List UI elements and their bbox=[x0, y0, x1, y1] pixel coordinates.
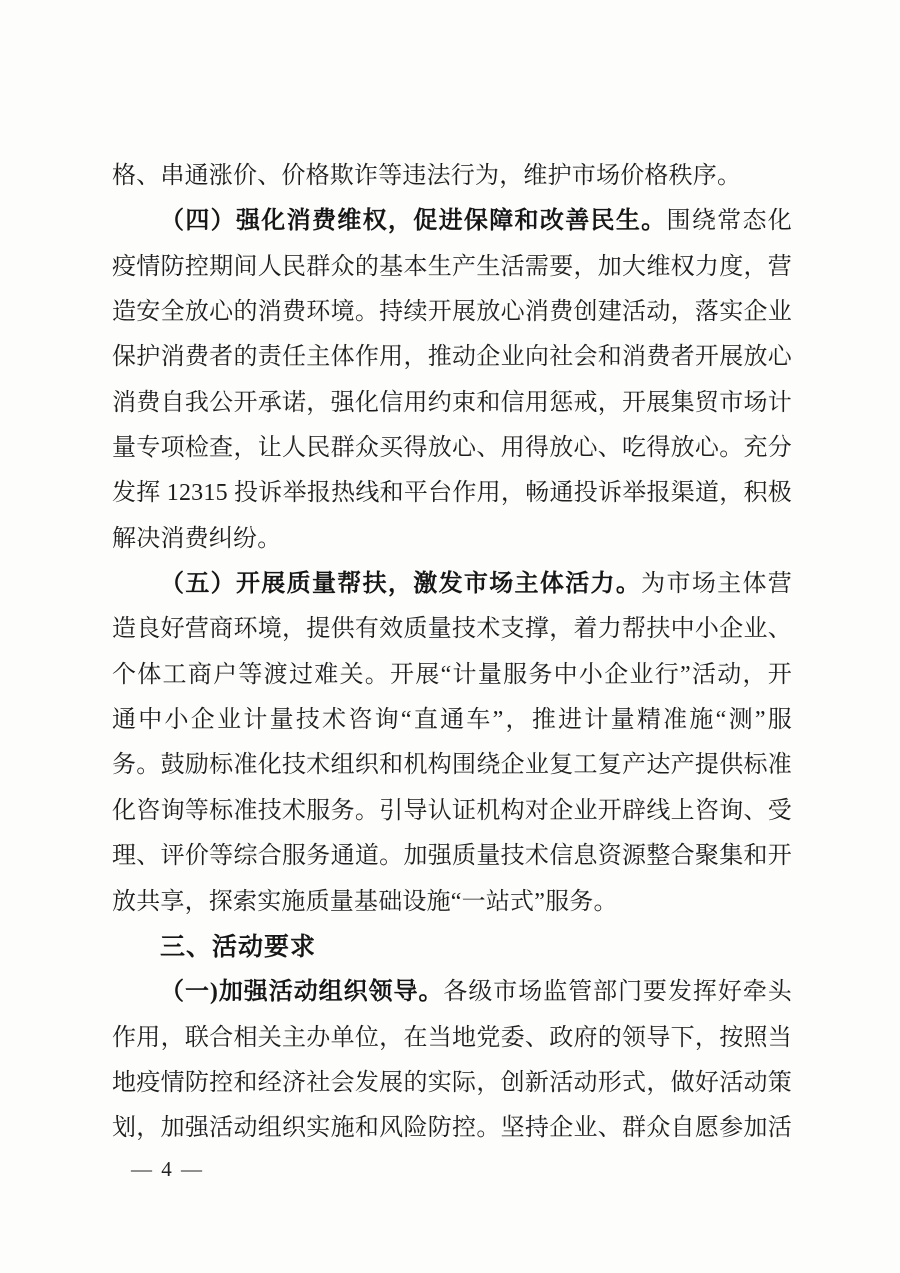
text-run: 造安全放心的消费环境。持续开展放心消费创建活动，落实企业 bbox=[112, 299, 792, 326]
text-line bbox=[112, 335, 792, 380]
page-number: — 4 — bbox=[131, 1157, 204, 1181]
text-run: 个体工商户等渡过难关。开展“计量服务中小企业行”活动，开 bbox=[112, 661, 792, 688]
text-run: 务。鼓励标准化技术组织和机构围绕企业复工复产达产提供标准 bbox=[112, 752, 792, 779]
text-line bbox=[112, 290, 792, 335]
text-line bbox=[112, 154, 792, 199]
text-line bbox=[112, 426, 792, 471]
text-line bbox=[112, 381, 792, 426]
text-line bbox=[112, 199, 792, 244]
text-run: 为市场主体营 bbox=[641, 571, 792, 598]
text-run: 围绕常态化 bbox=[666, 208, 792, 235]
text-line bbox=[112, 743, 792, 788]
section-heading bbox=[112, 925, 792, 970]
text-line bbox=[112, 834, 792, 879]
text-run: 量专项检查，让人民群众买得放心、用得放心、吃得放心。充分 bbox=[112, 435, 792, 462]
bold-text-run: （一)加强活动组织领导。 bbox=[160, 979, 444, 1006]
text-run: 解决消费纠纷。 bbox=[112, 525, 282, 552]
text-run: 通中小企业计量技术咨询“直通车”，推进计量精准施“测”服 bbox=[112, 707, 792, 734]
text-line bbox=[112, 789, 792, 834]
text-line bbox=[112, 1106, 792, 1151]
text-run: 地疫情防控和经济社会发展的实际，创新活动形式，做好活动策 bbox=[112, 1069, 792, 1096]
text-run: 造良好营商环境，提供有效质量技术支撑，着力帮扶中小企业、 bbox=[112, 616, 792, 643]
bold-text-run: （四）强化消费维权，促进保障和改善民生。 bbox=[160, 208, 667, 235]
text-line bbox=[112, 1016, 792, 1061]
text-run: 疫情防控期间人民群众的基本生产生活需要，加大维权力度，营 bbox=[112, 253, 792, 280]
text-run: 作用，联合相关主办单位，在当地党委、政府的领导下，按照当 bbox=[112, 1024, 792, 1051]
bold-text-run: （五）开展质量帮扶，激发市场主体活力。 bbox=[160, 571, 642, 598]
text-line bbox=[112, 653, 792, 698]
text-run: 划，加强活动组织实施和风险防控。坚持企业、群众自愿参加活 bbox=[112, 1115, 792, 1142]
text-run: 保护消费者的责任主体作用，推动企业向社会和消费者开展放心 bbox=[112, 344, 792, 371]
text-line bbox=[112, 517, 792, 562]
text-run: 格、串通涨价、价格欺诈等违法行为，维护市场价格秩序。 bbox=[112, 163, 742, 189]
text-run: 发挥 12315 投诉举报热线和平台作用，畅通投诉举报渠道，积极 bbox=[112, 480, 792, 507]
text-line bbox=[112, 471, 792, 516]
text-run: 放共享，探索实施质量基础设施“一站式”服务。 bbox=[112, 888, 618, 915]
bold-text-run: 三、活动要求 bbox=[160, 932, 317, 961]
text-line bbox=[112, 607, 792, 652]
text-line bbox=[112, 698, 792, 743]
text-line bbox=[112, 1061, 792, 1106]
text-line bbox=[112, 562, 792, 607]
text-line bbox=[112, 245, 792, 290]
text-run: 各级市场监管部门要发挥好牵头 bbox=[443, 979, 792, 1006]
text-run: 理、评价等综合服务通道。加强质量技术信息资源整合聚集和开 bbox=[112, 843, 792, 870]
text-line bbox=[112, 970, 792, 1015]
text-run: 消费自我公开承诺，强化信用约束和信用惩戒，开展集贸市场计 bbox=[112, 389, 792, 416]
text-line bbox=[112, 880, 792, 925]
document-body bbox=[112, 154, 792, 1152]
text-run: 化咨询等标准技术服务。引导认证机构对企业开辟线上咨询、受 bbox=[112, 797, 792, 824]
